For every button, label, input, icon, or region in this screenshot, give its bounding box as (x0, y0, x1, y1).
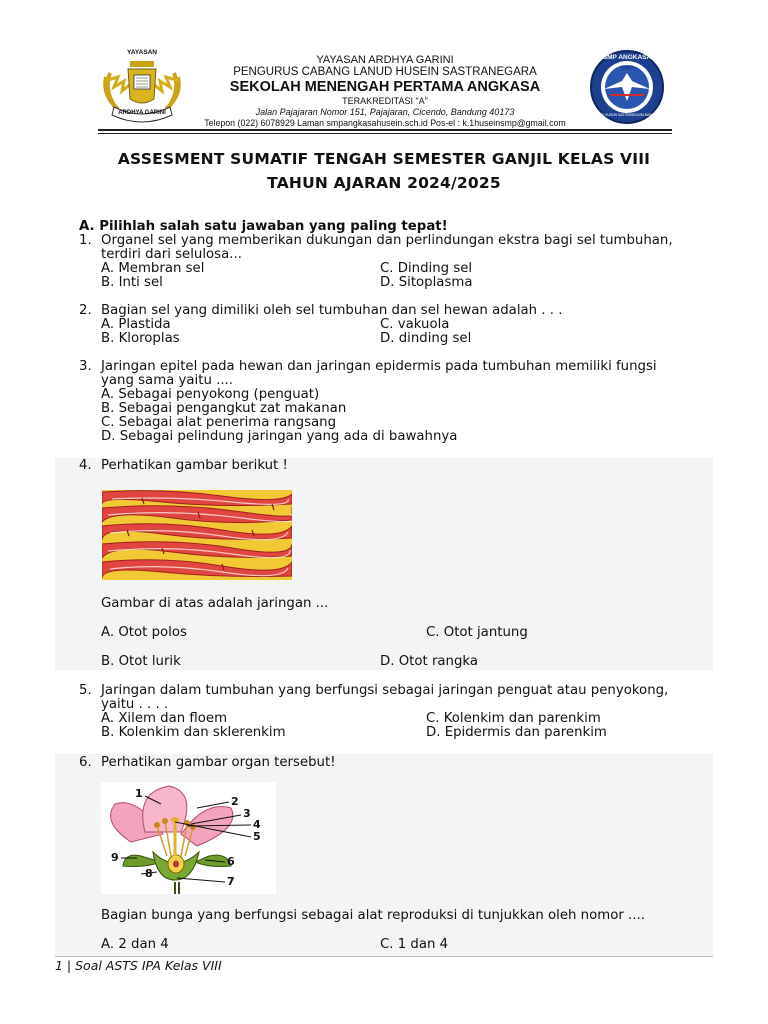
right-logo (584, 49, 670, 125)
q5-number: 5. (79, 683, 92, 698)
right-logo-ring-text: LANUD HUSEIN SASTRANEGARA BANDUNG (593, 113, 661, 117)
q3-text-1: Jaringan epitel pada hewan dan jaringan epidermis pada tumbuhan memiliki fungsi (101, 359, 657, 374)
q3-option-c[interactable]: C. Sebagai alat penerima rangsang (101, 415, 337, 430)
branch-name: PENGURUS CABANG LANUD HUSEIN SASTRANEGARA (233, 66, 537, 78)
q4-option-b[interactable]: B. Otot lurik (101, 654, 181, 669)
flower-label-5: 5 (253, 830, 261, 843)
q6-text-2: Bagian bunga yang berfungsi sebagai alat reproduksi di tunjukkan oleh nomor .... (101, 908, 645, 923)
right-logo-top-text: SMP ANGKASA (602, 54, 652, 61)
q3-option-a[interactable]: A. Sebagai penyokong (penguat) (101, 387, 320, 402)
q3-option-d[interactable]: D. Sebagai pelindung jaringan yang ada di bawahnya (101, 429, 458, 444)
accreditation: TERAKREDITASI "A" (342, 96, 428, 106)
flower-label-8: 8 (145, 867, 153, 880)
q6-option-c[interactable]: C. 1 dan 4 (380, 937, 449, 952)
q1-option-b[interactable]: B. Inti sel (101, 275, 163, 290)
q6-number: 6. (79, 755, 92, 770)
flower-label-7: 7 (227, 875, 235, 888)
page-footer: 1 | Soal ASTS IPA Kelas VIII (55, 958, 222, 973)
q4-option-a[interactable]: A. Otot polos (101, 625, 187, 640)
letterhead-rule (98, 129, 672, 131)
flower-label-1: 1 (135, 787, 143, 800)
muscle-tissue-image (102, 490, 292, 580)
letterhead-rule-thin (98, 133, 672, 134)
right-logo-center-text: SMP (620, 66, 634, 72)
q1-option-d[interactable]: D. Sitoplasma (380, 275, 473, 290)
flower-label-2: 2 (231, 795, 239, 808)
q4-number: 4. (79, 458, 92, 473)
q5-option-c[interactable]: C. Kolenkim dan parenkim (426, 711, 601, 726)
q1-option-c[interactable]: C. Dinding sel (380, 261, 473, 276)
q6-text-1: Perhatikan gambar organ tersebut! (101, 755, 336, 770)
q4-option-c[interactable]: C. Otot jantung (426, 625, 528, 640)
school-address: Jalan Pajajaran Nomor 151, Pajajaran, Cicendo, Bandung 40173 (255, 107, 515, 117)
school-contact: Telepon (022) 6078929 Laman smpangkasahusein.sch.id Pos-el : k.1huseinsmp@gmail.com (204, 118, 566, 128)
q5-option-b[interactable]: B. Kolenkim dan sklerenkim (101, 725, 286, 740)
footer-divider (55, 956, 713, 957)
q3-text-2: yang sama yaitu .... (101, 373, 234, 388)
q5-text-1: Jaringan dalam tumbuhan yang berfungsi sebagai jaringan penguat atau penyokong, (101, 683, 669, 698)
left-logo (100, 47, 184, 125)
left-logo-bottom-text: ARDHYA GARINI (118, 110, 166, 116)
q1-text-2: terdiri dari selulosa... (101, 247, 242, 262)
q2-text-1: Bagian sel yang dimiliki oleh sel tumbuhan dan sel hewan adalah . . . (101, 303, 563, 318)
q2-option-c[interactable]: C. vakuola (380, 317, 450, 332)
exam-title: ASSESMENT SUMATIF TENGAH SEMESTER GANJIL KELAS VIII (117, 150, 651, 168)
flower-diagram (101, 782, 276, 894)
flower-label-9: 9 (111, 851, 119, 864)
flower-label-4: 4 (253, 818, 261, 831)
q2-option-d[interactable]: D. dinding sel (380, 331, 472, 346)
q4-option-d[interactable]: D. Otot rangka (380, 654, 479, 669)
q4-text-2: Gambar di atas adalah jaringan ... (101, 596, 329, 611)
flower-label-6: 6 (227, 855, 235, 868)
foundation-name: YAYASAN ARDHYA GARINI (316, 54, 454, 66)
left-logo-top-text: YAYASAN (127, 49, 157, 56)
academic-year: TAHUN AJARAN 2024/2025 (267, 174, 501, 192)
section-a-instruction: A. Pilihlah salah satu jawaban yang paling tepat! (79, 219, 448, 234)
school-name: SEKOLAH MENENGAH PERTAMA ANGKASA (229, 79, 541, 95)
flower-label-3: 3 (243, 807, 251, 820)
q3-number: 3. (79, 359, 92, 374)
q4-text-1: Perhatikan gambar berikut ! (101, 458, 288, 473)
q3-option-b[interactable]: B. Sebagai pengangkut zat makanan (101, 401, 347, 416)
q2-option-b[interactable]: B. Kloroplas (101, 331, 180, 346)
q1-text-1: Organel sel yang memberikan dukungan dan perlindungan ekstra bagi sel tumbuhan, (101, 233, 673, 248)
q2-option-a[interactable]: A. Plastida (101, 317, 171, 332)
q1-number: 1. (79, 233, 92, 248)
q5-option-d[interactable]: D. Epidermis dan parenkim (426, 725, 607, 740)
q2-number: 2. (79, 303, 92, 318)
q1-option-a[interactable]: A. Membran sel (101, 261, 205, 276)
q5-text-2: yaitu . . . . (101, 697, 169, 712)
q6-option-a[interactable]: A. 2 dan 4 (101, 937, 169, 952)
q5-option-a[interactable]: A. Xilem dan floem (101, 711, 228, 726)
